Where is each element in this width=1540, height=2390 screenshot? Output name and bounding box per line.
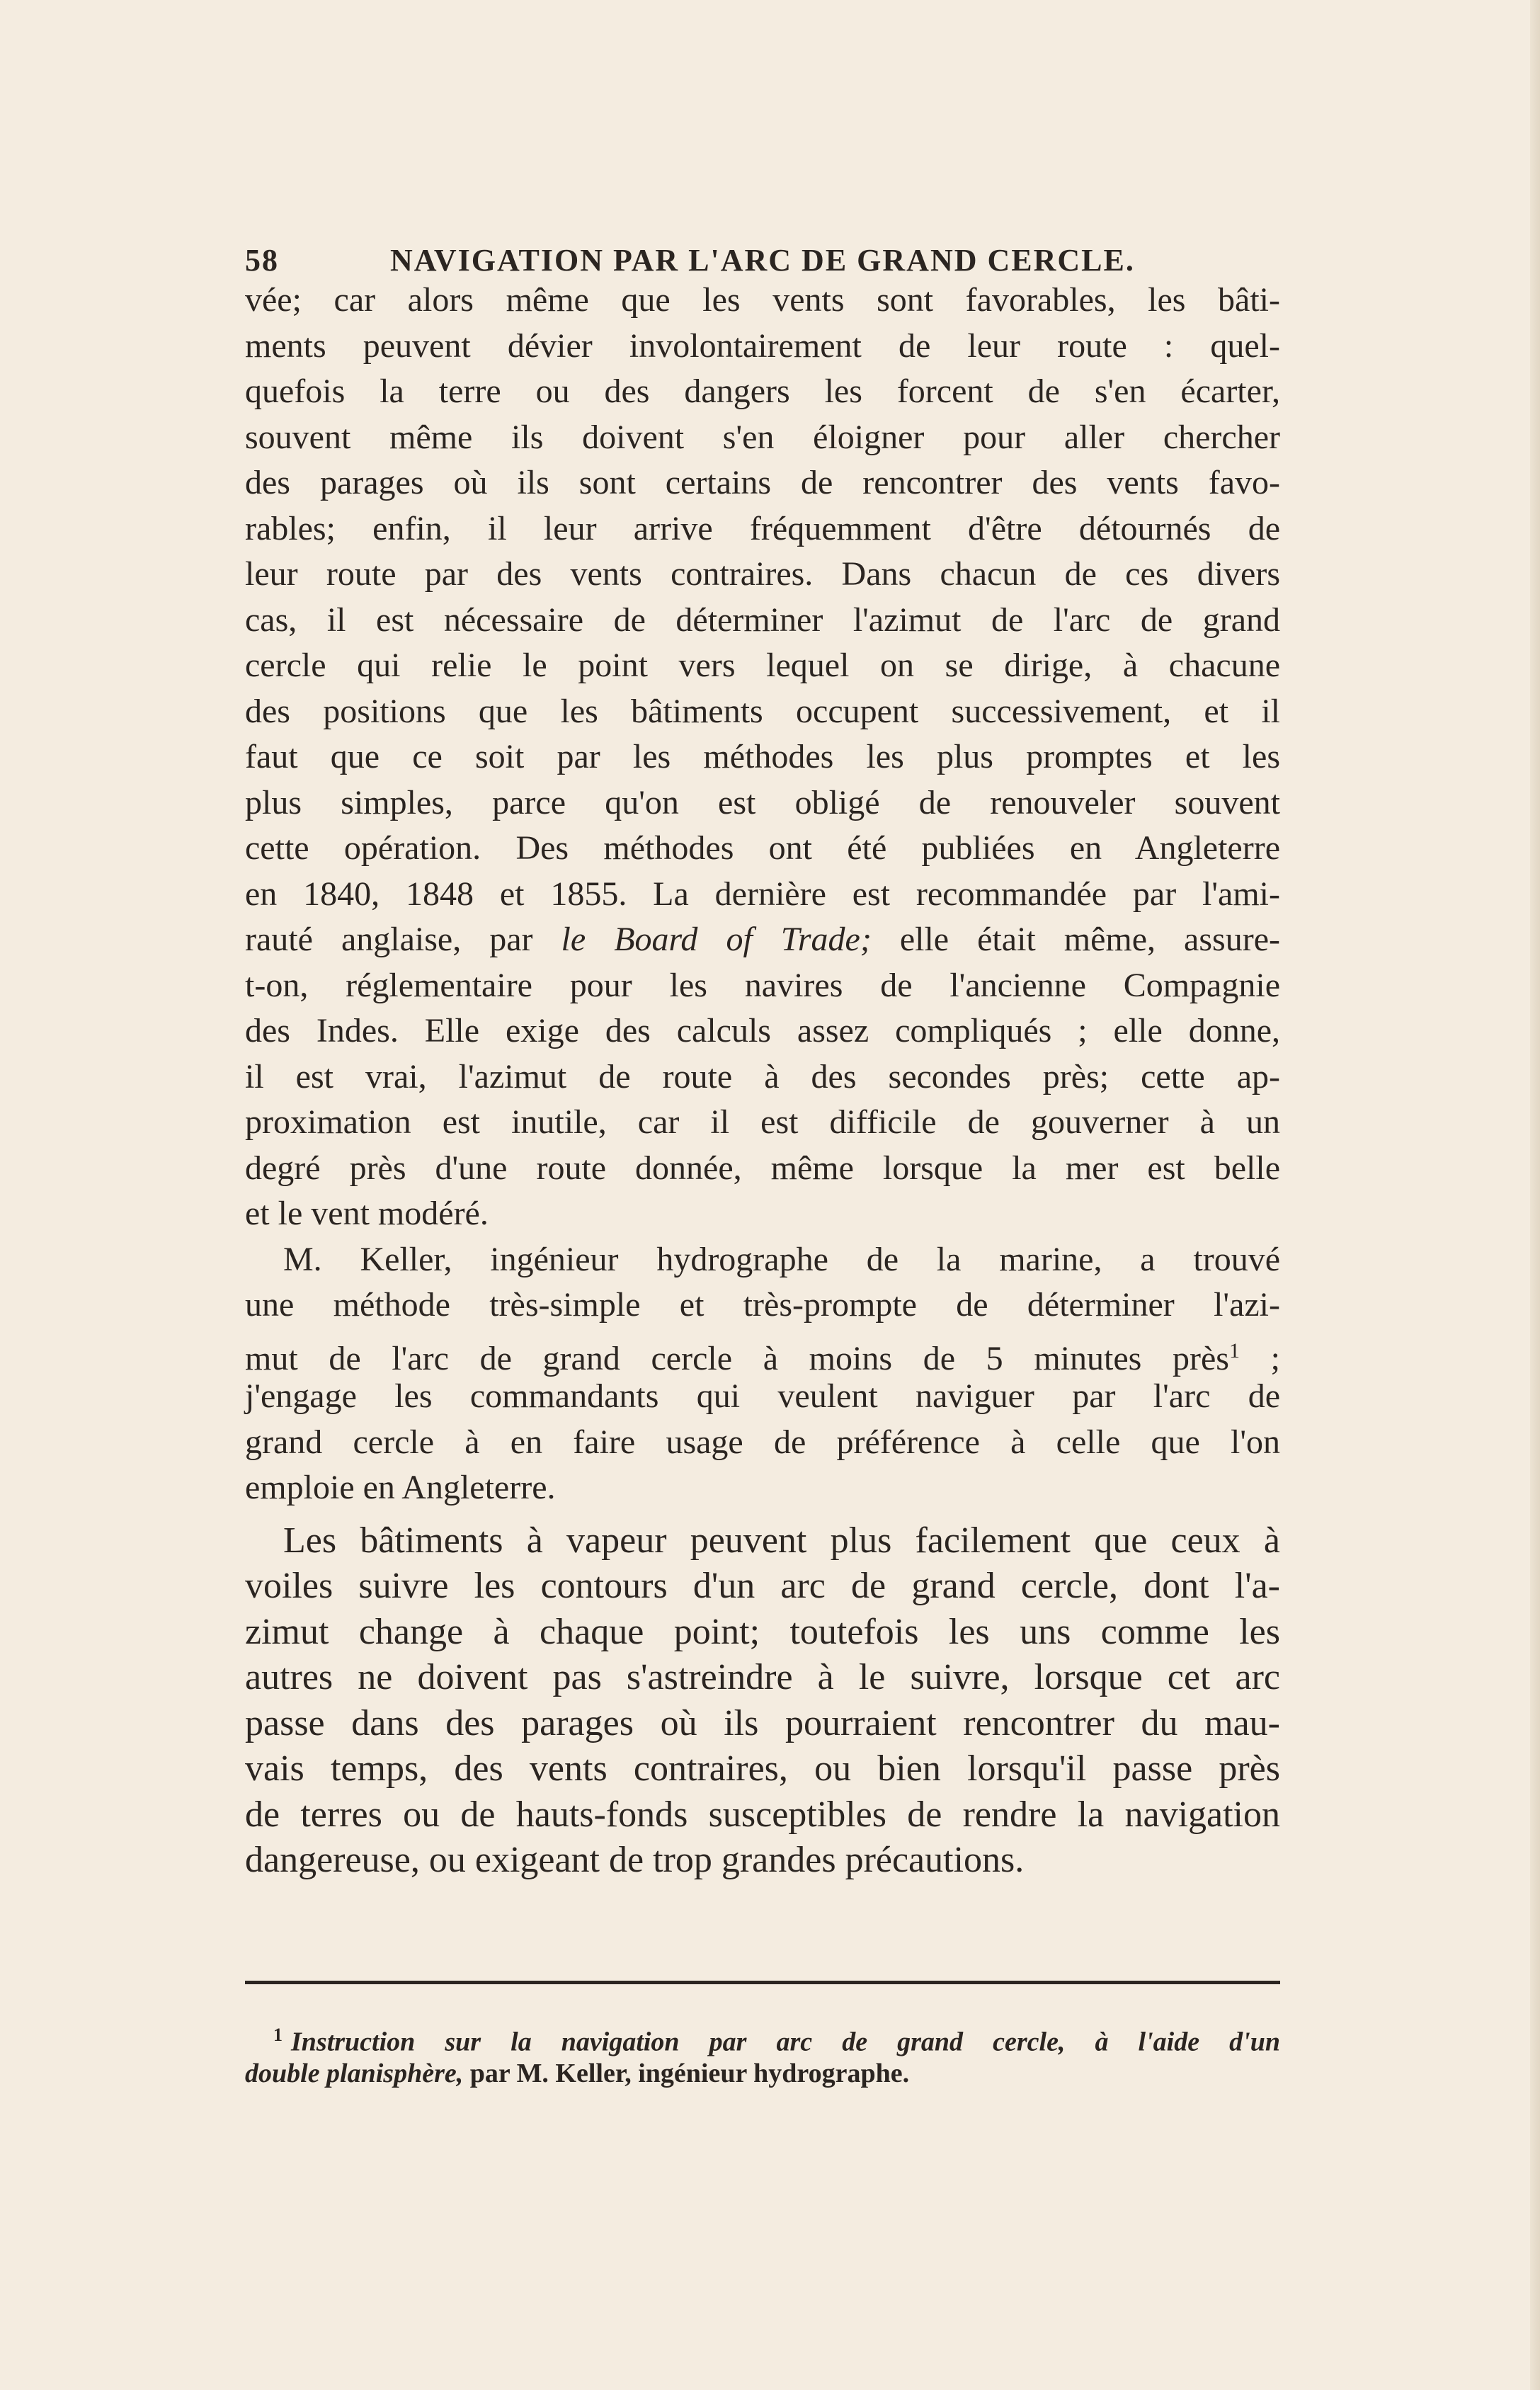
text-line: rables; enfin, il leur arrive fréquemment d'être détournés de bbox=[245, 509, 1280, 547]
footnote-title: Instruction sur la navigation par arc de grand cercle, à l'aide d'un bbox=[291, 2027, 1280, 2057]
text-line: et le vent modéré. bbox=[245, 1195, 489, 1232]
text-line: leur route par des vents contraires. Dans chacun de ces divers bbox=[245, 555, 1280, 593]
page-edge bbox=[1530, 0, 1540, 2390]
text-line: des Indes. Elle exige des calculs assez compliqués ; elle donne, bbox=[245, 1012, 1280, 1049]
text-line: faut que ce soit par les méthodes les plus promptes et les bbox=[245, 738, 1280, 775]
text-line: cette opération. Des méthodes ont été publiées en Angleterre bbox=[245, 829, 1280, 867]
text-line: j'engage les commandants qui veulent naviguer par l'arc de bbox=[245, 1377, 1280, 1415]
text-segment: rauté anglaise, par bbox=[245, 921, 561, 958]
text-line: des parages où ils sont certains de rencontrer des vents favo- bbox=[245, 464, 1280, 501]
page-number: 58 bbox=[245, 243, 279, 278]
text-line: cercle qui relie le point vers lequel on se dirige, à chacune bbox=[245, 647, 1280, 684]
text-line: quefois la terre ou des dangers les forcent de s'en écarter, bbox=[245, 372, 1280, 410]
text-line: t-on, réglementaire pour les navires de l'ancienne Compagnie bbox=[245, 966, 1280, 1004]
text-line: il est vrai, l'azimut de route à des secondes près; cette ap- bbox=[245, 1057, 1280, 1096]
footnote-line bbox=[245, 2054, 1280, 2093]
text-segment: mut de l'arc de grand cercle à moins de 5 minutes près bbox=[245, 1339, 1229, 1377]
footnote bbox=[245, 2015, 1280, 2093]
text-line: passe dans des parages où ils pourraient rencontrer du mau- bbox=[245, 1702, 1280, 1743]
text-line: Les bâtiments à vapeur peuvent plus facilement que ceux à bbox=[283, 1520, 1280, 1561]
text-line: des positions que les bâtiments occupent successivement, et il bbox=[245, 692, 1280, 730]
text-segment: elle était même, assure- bbox=[871, 921, 1280, 958]
text-line: emploie en Angleterre. bbox=[245, 1469, 556, 1506]
text-line: de terres ou de hauts-fonds susceptibles de rendre la navigation bbox=[245, 1794, 1280, 1835]
text-line: voiles suivre les contours d'un arc de grand cercle, dont l'a- bbox=[245, 1566, 1280, 1606]
footnote-line bbox=[245, 2015, 1280, 2057]
board-of-trade-italic: le Board of Trade; bbox=[561, 921, 872, 958]
text-line: vée; car alors même que les vents sont favorables, les bâti- bbox=[245, 281, 1280, 319]
footnote-marker: 1 bbox=[273, 2025, 283, 2045]
text-line: ments peuvent dévier involontairement de leur route : quel- bbox=[245, 326, 1280, 365]
text-line: proximation est inutile, car il est difficile de gouverner à un bbox=[245, 1103, 1280, 1141]
text-line: en 1840, 1848 et 1855. La dernière est recommandée par l'ami- bbox=[245, 875, 1280, 913]
text-line: grand cercle à en faire usage de préférence à celle que l'on bbox=[245, 1423, 1280, 1461]
footnote-reference: 1 bbox=[1229, 1338, 1240, 1362]
text-line: zimut change à chaque point; toutefois les uns comme les bbox=[245, 1611, 1280, 1652]
text-line: souvent même ils doivent s'en éloigner pour aller chercher bbox=[245, 418, 1280, 456]
text-segment: ; bbox=[1240, 1339, 1281, 1377]
text-line-board-of-trade bbox=[245, 917, 1280, 963]
text-line: plus simples, parce qu'on est obligé de renouveler souvent bbox=[245, 783, 1280, 821]
running-title: NAVIGATION PAR L'ARC DE GRAND CERCLE. bbox=[390, 243, 1135, 278]
footnote-rule bbox=[245, 1981, 1280, 1984]
text-line: vais temps, des vents contraires, ou bien lorsqu'il passe près bbox=[245, 1748, 1280, 1789]
body-text bbox=[245, 278, 1280, 1884]
text-line: autres ne doivent pas s'astreindre à le suivre, lorsque cet arc bbox=[245, 1657, 1280, 1697]
text-line: M. Keller, ingénieur hydrographe de la marine, a trouvé bbox=[283, 1240, 1280, 1278]
text-line: une méthode très-simple et très-prompte de déterminer l'azi- bbox=[245, 1286, 1280, 1324]
footnote-title-cont: double planisphère, bbox=[245, 2059, 464, 2088]
footnote-author: par M. Keller, ingénieur hydrographe. bbox=[463, 2059, 910, 2088]
text-line: degré près d'une route donnée, même lorsque la mer est belle bbox=[245, 1149, 1280, 1187]
text-line: dangereuse, ou exigeant de trop grandes précautions. bbox=[245, 1840, 1025, 1880]
text-line-note-ref bbox=[245, 1328, 1280, 1375]
text-line: cas, il est nécessaire de déterminer l'azimut de l'arc de grand bbox=[245, 601, 1280, 639]
